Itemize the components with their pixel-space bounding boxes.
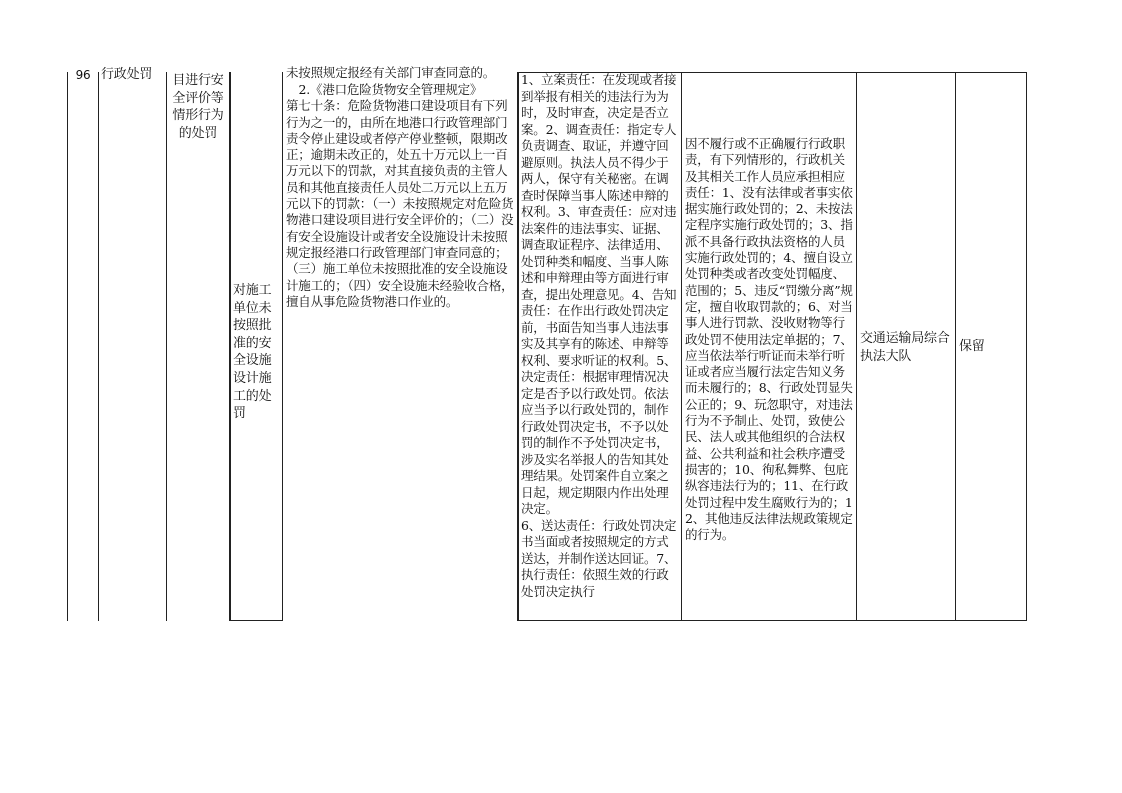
category-cell	[101, 60, 163, 90]
item-name-cell	[168, 72, 228, 152]
grid-line	[98, 72, 99, 621]
row-number-text: 96	[75, 68, 91, 82]
grid-line	[681, 72, 682, 621]
row-number	[69, 60, 97, 90]
grid-line	[955, 72, 956, 621]
grid-line	[67, 72, 68, 621]
grid-line	[1026, 72, 1027, 621]
grid-line	[517, 620, 1027, 621]
item-name-text: 目进行安全评价等情形行为的处罚	[172, 73, 224, 141]
responsibility-p1: 1、立案责任：在发现或者接到举报有相关的违法行为为时，及时审查，决定是否立案。2、调查责任：指定专人负责调查、取证，并遵守回避原则。执法人员不得少于两人，保守有关秘密。在调查时保障当事人陈述申辩的权利。3、审查责任：应对违法案件的违法事实、证据、调查取证程序、法律适用、处罚种类和幅度、当事人陈述和申辩理由等方面进行审查，提出处理意见。4、告知责任：在作出行政处罚决定前，书面告知当事人违法事实及其享有的陈述、申辩等权利、要求听证的权利。5、决定责任：根据审理情况决定是否予以行政处罚。依法应当予以行政处罚的，制作行政处罚决定书，不予以处罚的制作不予处罚决定书，涉及实名举报人的告知其处理结果。处罚案件自立案之日起，规定期限内作出处理决定。	[521, 72, 677, 516]
grid-line	[166, 72, 167, 621]
sub-item-text: 对施工单位未按照批准的安全设施设计施工的处罚	[233, 283, 272, 422]
sub-item-cell	[233, 282, 281, 422]
legal-basis-cell	[286, 60, 516, 340]
grid-line	[856, 72, 857, 621]
grid-line	[229, 620, 283, 621]
grid-line	[229, 72, 231, 621]
basis-body: 第七十条：危险货物港口建设项目有下列行为之一的，由所在地港口行政管理部门责令停止建设或者停产停业整顿，限期改正；逾期未改正的，处五十万元以上一百万元以下的罚款，对其直接负责的主管人员和其他直接责任人员处二万元以上五万元以下的罚款：（一）未按照规定对危险货物港口建设项目进行安全评价的；（二）没有安全设施设计或者安全设施设计未按照规定报经港口行政管理部门审查同意的；（三）施工单位未按照批准的安全设施设计施工的；（四）安全设施未经验收合格，擅自从事危险货物港口作业的。	[286, 98, 514, 309]
accountability-cell	[685, 136, 855, 576]
responsibility-cell	[521, 72, 680, 620]
grid-line	[517, 72, 519, 621]
basis-top-cut: 未按照规定报经有关部门审查同意的。	[286, 65, 496, 80]
department-text: 交通运输局综合执法大队	[860, 331, 950, 364]
responsibility-p2: 6、送达责任：行政处罚决定书当面或者按照规定的方式送达，并制作送达回证。7、执行责任：依照生效的行政处罚决定执行	[521, 517, 677, 599]
grid-line	[282, 72, 283, 621]
category-text: 行政处罚	[101, 67, 153, 82]
remark-cell	[959, 338, 1025, 358]
department-cell	[860, 330, 954, 370]
basis-title: 2.《港口危险货物安全管理规定》	[298, 82, 483, 97]
accountability-text: 因不履行或不正确履行行政职责，有下列情形的，行政机关及其相关工作人员应承担相应责任：1、没有法律或者事实依据实施行政处罚的；2、未按法定程序实施行政处罚的；3、指派不具备行政执法资格的人员实施行政处罚的；4、擅自设立处罚种类或者改变处罚幅度、范围的；5、违反“罚缴分离”规定，擅自收取罚款的；6、对当事人进行罚款、没收财物等行政处罚不使用法定单据的；7、应当依法举行听证而未举行听证或者应当履行法定告知义务而未履行的；8、行政处罚显失公正的；9、玩忽职守，对违法行为不予制止、处罚，致使公民、法人或其他组织的合法权益、公共利益和社会秩序遭受损害的；10、徇私舞弊、包庇纵容违法行为的；11、在行政处罚过程中发生腐败行为的；12、其他违反法律法规政策规定的行为。	[685, 136, 853, 543]
remark-text: 保留	[959, 339, 985, 354]
